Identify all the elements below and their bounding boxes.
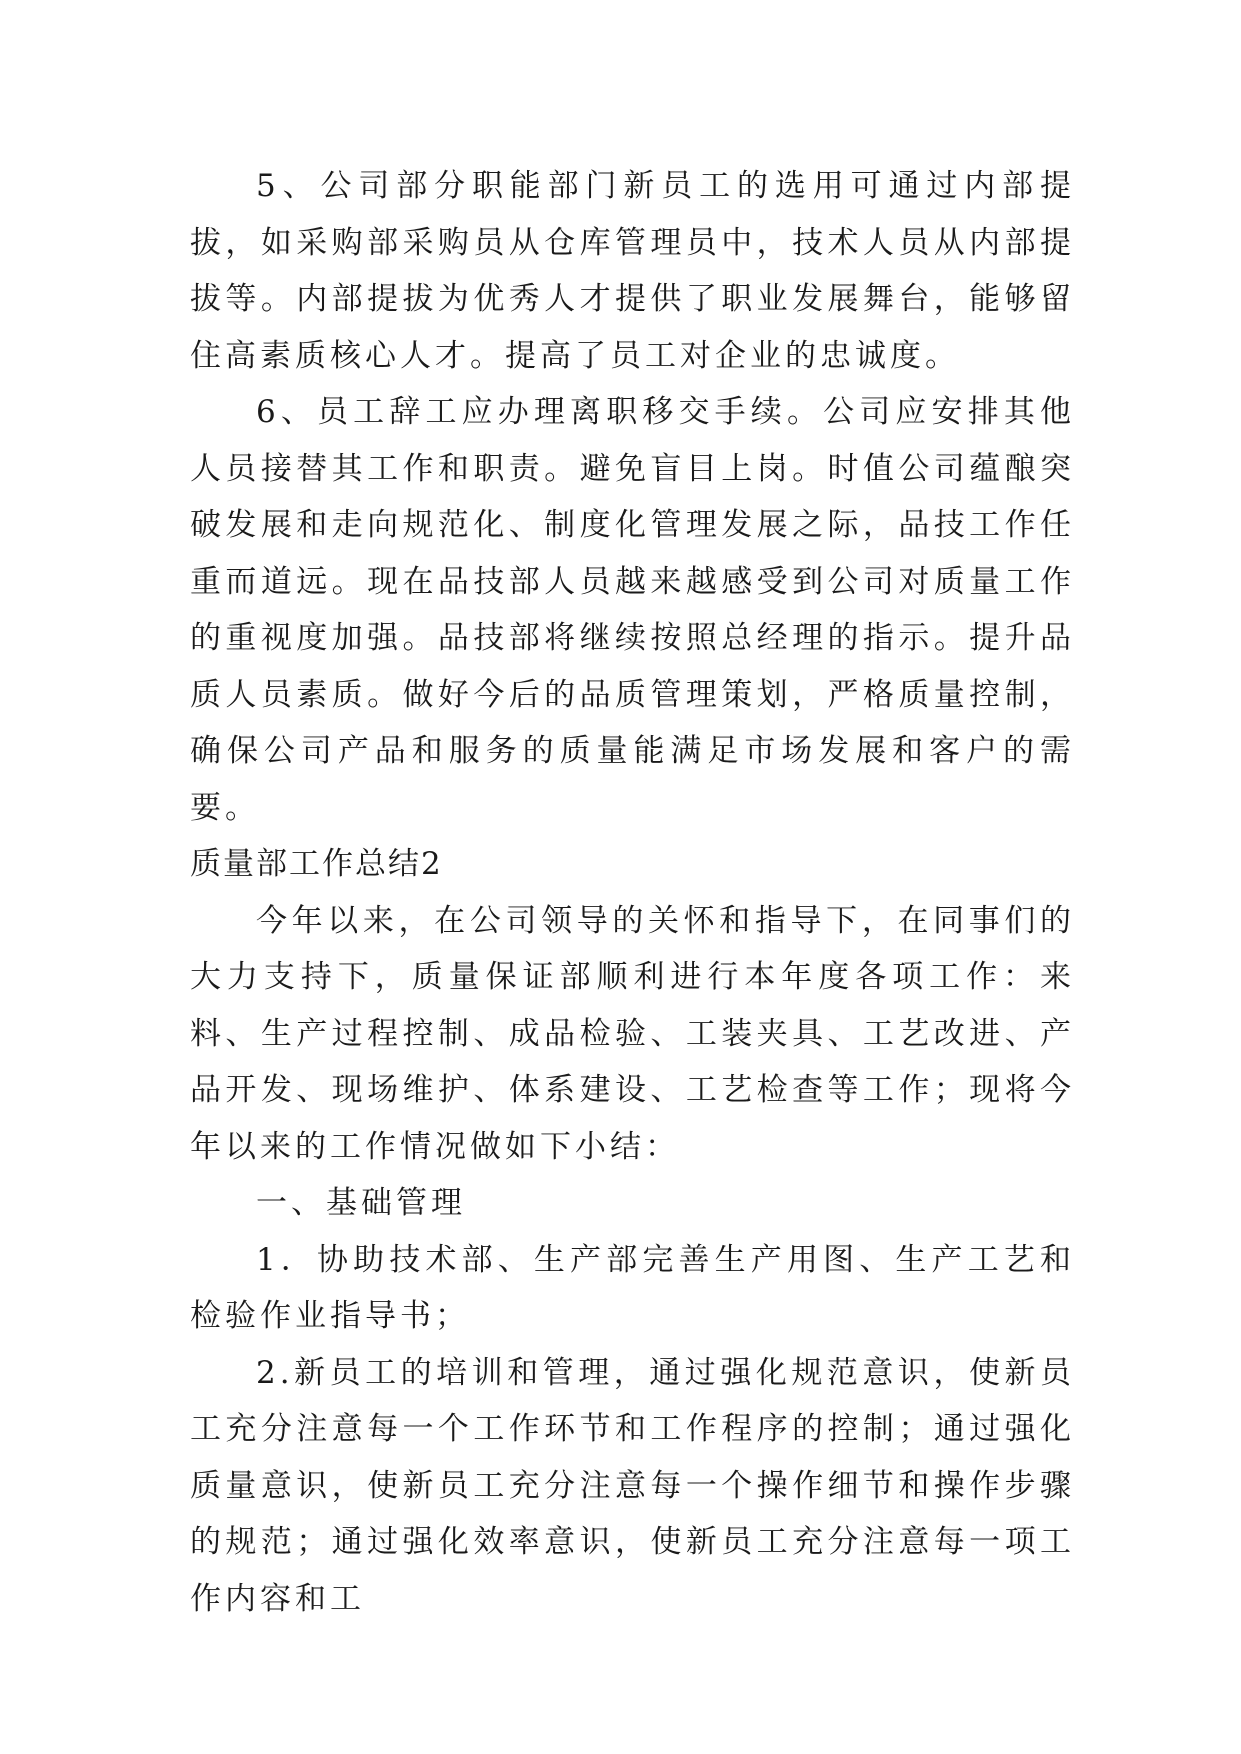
list-item-1: 1．协助技术部、生产部完善生产用图、生产工艺和检验作业指导书； bbox=[190, 1241, 1075, 1334]
document-body bbox=[190, 158, 1075, 1627]
paragraph-item-5: 5、公司部分职能部门新员工的选用可通过内部提拔，如采购部采购员从仓库管理员中，技术人员从内部提拔等。内部提拔为优秀人才提供了职业发展舞台，能够留住高素质核心人才。提高了员工对企业的忠诚度。 bbox=[190, 168, 1075, 374]
paragraph-item-6: 6、员工辞工应办理离职移交手续。公司应安排其他人员接替其工作和职责。避免盲目上岗。时值公司蕴酿突破发展和走向规范化、制度化管理发展之际，品技工作任重而道远。现在品技部人员越来越感受到公司对质量工作的重视度加强。品技部将继续按照总经理的指示。提升品质人员素质。做好今后的品质管理策划，严格质量控制，确保公司产品和服务的质量能满足市场发展和客户的需要。 bbox=[190, 394, 1075, 826]
section-heading: 质量部工作总结2 bbox=[190, 846, 443, 882]
list-item-2: 2.新员工的培训和管理，通过强化规范意识，使新员工充分注意每一个工作环节和工作程序的控制；通过强化质量意识，使新员工充分注意每一个操作细节和操作步骤的规范；通过强化效率意识，使新员工充分注意每一项工作内容和工 bbox=[190, 1354, 1075, 1617]
subheading-basic-management: 一、基础管理 bbox=[256, 1185, 466, 1221]
paragraph-intro: 今年以来，在公司领导的关怀和指导下，在同事们的大力支持下，质量保证部顺利进行本年度各项工作：来料、生产过程控制、成品检验、工装夹具、工艺改进、产品开发、现场维护、体系建设、工艺检查等工作；现将今年以来的工作情况做如下小结： bbox=[190, 902, 1075, 1165]
